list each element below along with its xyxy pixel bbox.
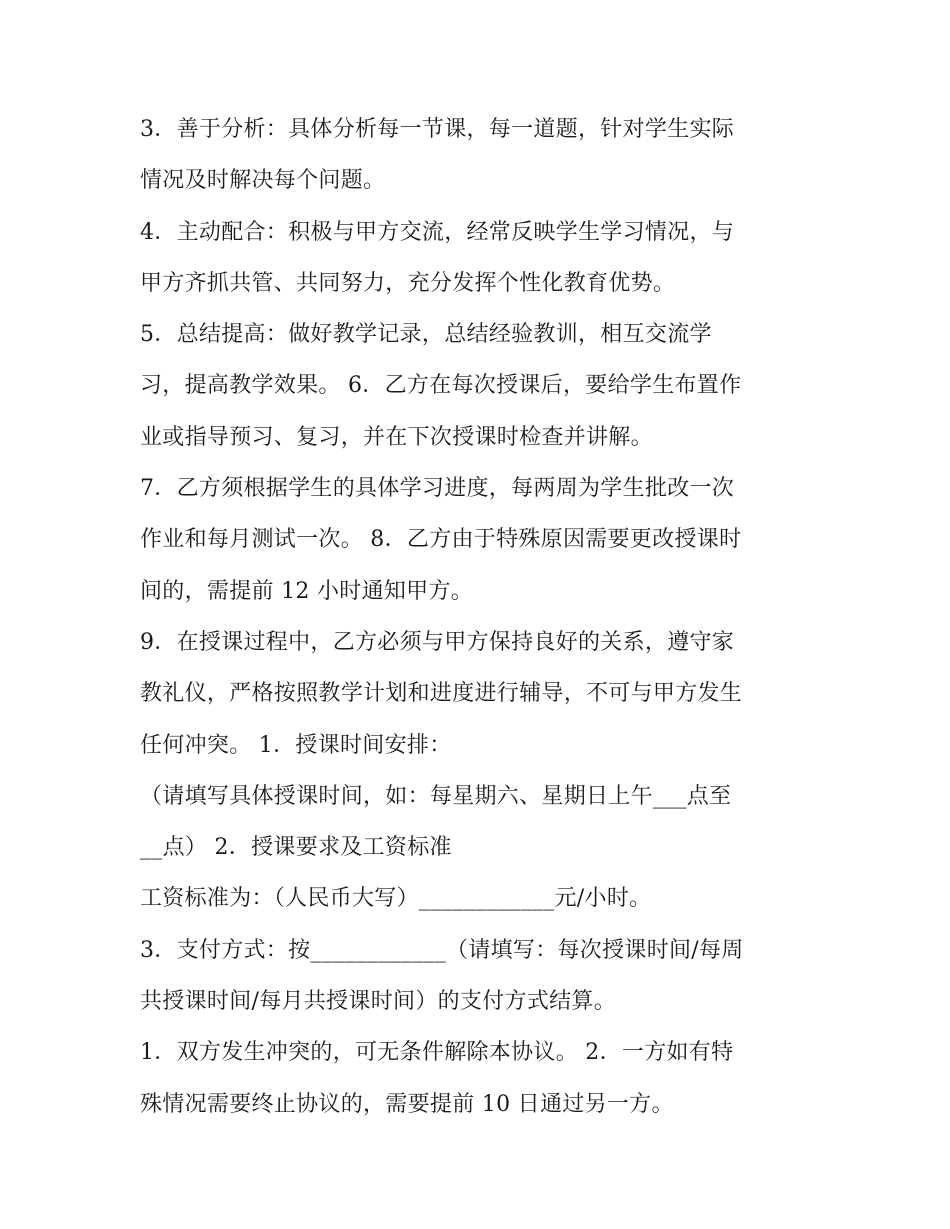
text-line: 7．乙方须根据学生的具体学习进度，每两周为学生批改一次 xyxy=(140,476,735,502)
text-line: （请填写具体授课时间，如：每星期六、星期日上午___点至 xyxy=(140,783,732,809)
text-line: __点） 2．授课要求及工资标准 xyxy=(140,835,452,861)
text-line: 间的，需提前 12 小时通知甲方。 xyxy=(140,578,474,604)
text-line: 5．总结提高：做好教学记录，总结经验教训，相互交流学 xyxy=(140,322,712,348)
document-body xyxy=(140,104,820,1130)
text-line: 共授课时间/每月共授课时间）的支付方式结算。 xyxy=(140,989,617,1015)
text-line: 情况及时解决每个问题。 xyxy=(140,168,386,194)
text-line: 4．主动配合：积极与甲方交流，经常反映学生学习情况，与 xyxy=(140,219,735,245)
text-line: 作业和每月测试一次。 8．乙方由于特殊原因需要更改授课时 xyxy=(140,527,742,553)
text-line: 任何冲突。 1．授课时间安排： xyxy=(140,732,452,758)
text-line: 工资标准为：（人民币大写）____________元/小时。 xyxy=(140,886,652,912)
text-line: 3．善于分析：具体分析每一节课，每一道题，针对学生实际 xyxy=(140,117,735,142)
text-line: 甲方齐抓共管、共同努力，充分发挥个性化教育优势。 xyxy=(140,270,676,296)
text-line: 习，提高教学效果。 6．乙方在每次授课后，要给学生布置作 xyxy=(140,373,742,399)
text-line: 殊情况需要终止协议的，需要提前 10 日通过另一方。 xyxy=(140,1091,674,1117)
text-line: 1．双方发生冲突的，可无条件解除本协议。 2．一方如有特 xyxy=(140,1040,734,1066)
text-line: 3．支付方式：按____________（请填写：每次授课时间/每周 xyxy=(140,937,744,963)
text-line: 业或指导预习、复习，并在下次授课时检查并讲解。 xyxy=(140,424,653,450)
text-line: 教礼仪，严格按照教学计划和进度进行辅导，不可与甲方发生 xyxy=(140,681,743,707)
text-line: 9．在授课过程中，乙方必须与甲方保持良好的关系，遵守家 xyxy=(140,629,735,655)
